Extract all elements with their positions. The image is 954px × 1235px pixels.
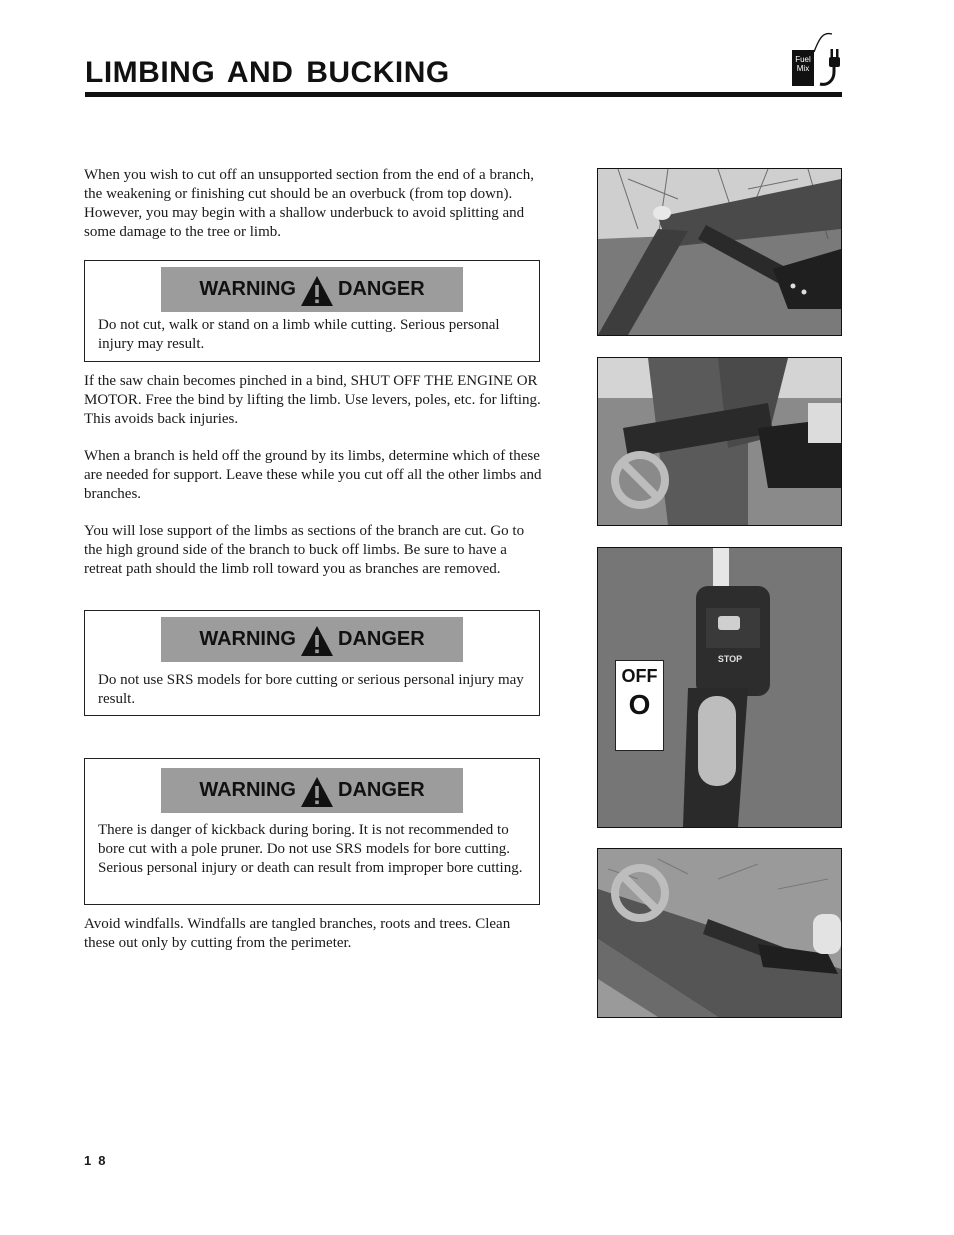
fuel-icon-label-top: Fuel [795,55,811,64]
warning-box-kickback [84,758,540,905]
page-title: LIMBING AND BUCKING [85,56,450,89]
paragraph-pinched-chain: If the saw chain becomes pinched in a bind, SHUT OFF THE ENGINE OR MOTOR. Free the bind by lifting the limb. Use levers, poles, etc. for lifting. This avoids back injuries. [84,373,541,427]
fuel-mix-electric-icon [790,30,850,90]
warning-banner [161,617,463,662]
warning-label: WARNING [199,779,296,801]
warning-label: WARNING [199,628,296,650]
paragraph-windfalls: Avoid windfalls. Windfalls are tangled branches, roots and trees. Clean these out only by cutting from the perimeter. [84,916,511,951]
warning-text: There is danger of kickback during boring. It is not recommended to bore cut with a pole pruner. Do not use SRS models for bore cutting. Serious personal injury or death can result from improper bore cutting. [98,822,523,876]
warning-triangle-icon [300,273,334,307]
title-rule [85,92,842,97]
warning-text: Do not cut, walk or stand on a limb while cutting. Serious personal injury may result. [98,317,500,352]
off-switch-label [615,660,664,751]
page-number: 18 [84,1153,113,1168]
paragraph-lose-support: You will lose support of the limbs as sections of the branch are cut. Go to the high ground side of the branch to buck off limbs. Be sure to have a retreat path should the limb roll toward you as branches are removed. [84,523,525,577]
warning-label: WARNING [199,278,296,300]
warning-box-bore-srs [84,610,540,716]
off-symbol: O [628,689,651,720]
paragraph-branch-support: When a branch is held off the ground by its limbs, determine which of these are needed for support. Leave these while you cut off all the other limbs and branches. [84,448,542,502]
warning-triangle-icon [300,774,334,808]
warning-banner [161,267,463,312]
paragraph-unsupported-section: When you wish to cut off an unsupported section from the end of a branch, the weakening or finishing cut should be an overbuck (from top down). However, you may begin with a shallow underbuck to avoid splitting and some damage to the tree or limb. [84,167,535,240]
stop-switch-label: STOP [717,654,743,664]
photo-pinched-bind [597,357,842,526]
warning-banner [161,768,463,813]
warning-box-limb [84,260,540,362]
photo-overbuck-cut [597,168,842,336]
warning-triangle-icon [300,623,334,657]
warning-text: Do not use SRS models for bore cutting or serious personal injury may result. [98,672,524,707]
danger-label: DANGER [338,278,425,300]
danger-label: DANGER [338,628,425,650]
fuel-icon-label-bottom: Mix [796,64,810,73]
photo-windfall-prohibited [597,848,842,1018]
danger-label: DANGER [338,779,425,801]
off-label-text: OFF [621,666,658,686]
